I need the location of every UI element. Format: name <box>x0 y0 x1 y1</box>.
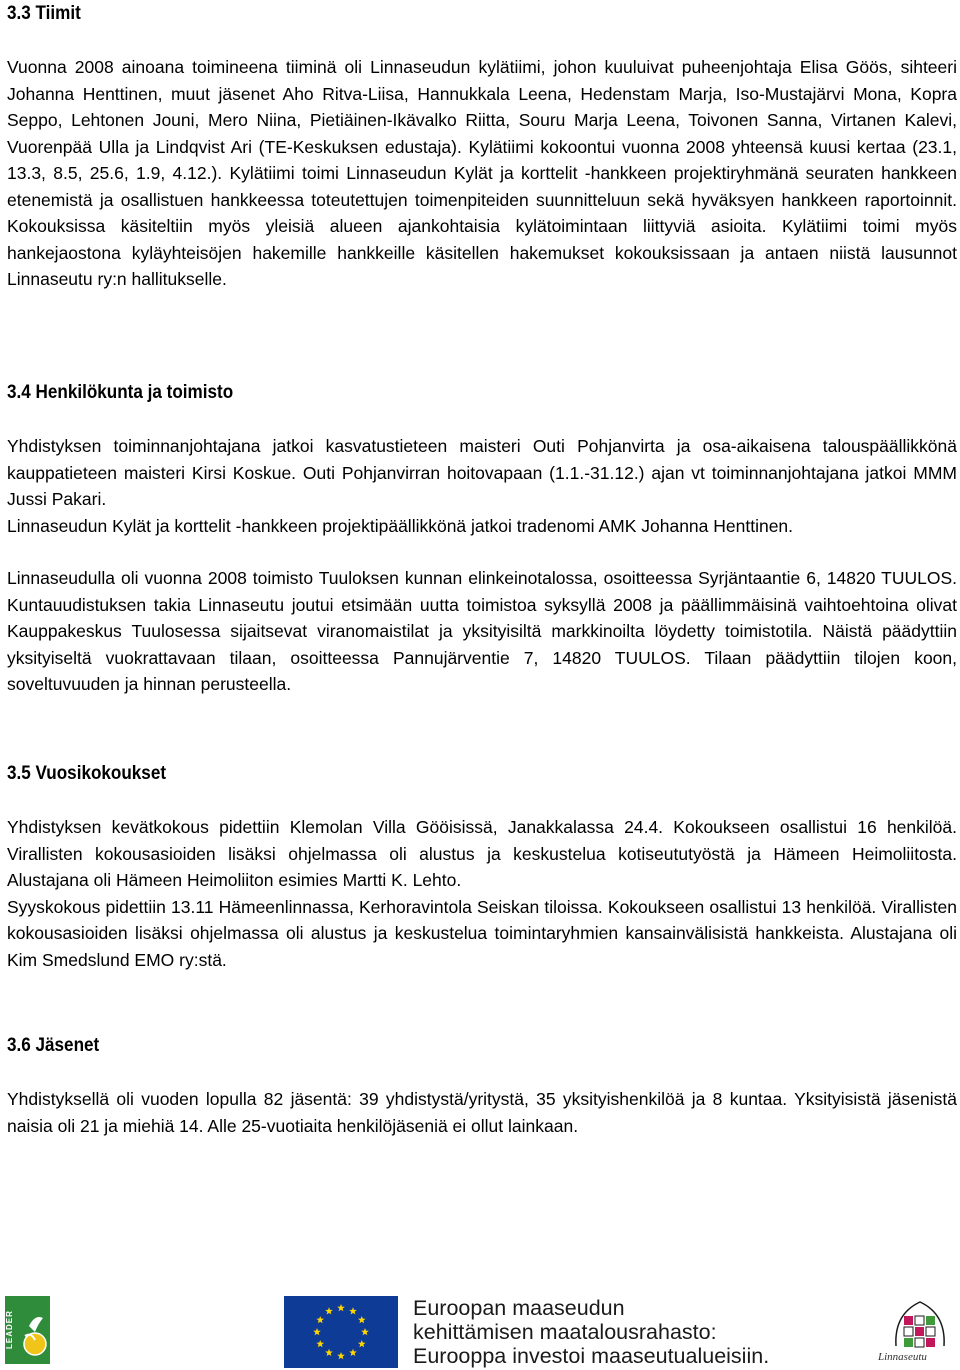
section-vuosikokoukset <box>7 762 957 973</box>
section-paragraph: Yhdistyksellä oli vuoden lopulla 82 jäsentä: 39 yhdistystä/yritystä, 35 yksityishenkilöä ja 8 kuntaa. Yksityisistä jäsenistä naisia oli 21 ja miehiä 14. Alle 25-vuotiaita henkilöjäseniä ei ollut lainkaan. <box>7 1089 957 1136</box>
eu-fund-text <box>413 1296 833 1368</box>
section-paragraph: Vuonna 2008 ainoana toimineena tiiminä oli Linnaseudun kylätiimi, johon kuuluivat puheenjohtaja Elisa Göös, sihteeri Johanna Henttinen, muut jäsenet Aho Ritva-Liisa, Hannukkala Leena, Hedenstam Marja, Iso-Mustajärvi Mona, Kopra Seppo, Lehtonen Jouni, Mero Niina, Pietiäinen-Ikävalko Riitta, Souru Marja Leena, Toivonen Sanna, Virtanen Kalevi, Vuorenpää Ulla ja Lindqvist Ari (TE-Keskuksen edustaja). Kylätiimi kokoontui vuonna 2008 yhteensä kuusi kertaa (23.1, 13.3, 8.5, 25.6, 1.9, 4.12.). Kylätiimi toimi Linnaseudun Kylät ja korttelit -hankkeen projektiryhmänä seuraten hankkeen etenemistä ja osallistuen hankkeessa toteutettujen toimenpiteiden suunnitteluun sekä hyväksyen hankkeen raportoinnit. Kokouksissa käsiteltiin myös yleisiä alueen ajankohtaisia kylätoimintaan liittyviä asioita. Kylätiimi toimi myös hankejaostona kyläyhteisöjen hakemille hankkeille käsitellen hakemukset kokouksissaan ja antaen niistä lausunnot Linnaseutu ry:n hallitukselle. <box>7 57 957 289</box>
linnaseutu-label: Linnaseutu <box>878 1351 927 1363</box>
section-henkilokunta <box>7 381 957 698</box>
leader-emblem-icon <box>5 1296 50 1364</box>
eu-fund-line: Eurooppa investoi maaseutualueisiin. <box>413 1344 770 1368</box>
footer-logos <box>0 1288 960 1370</box>
section-jasenet <box>7 1034 957 1139</box>
leader-label: LEADER <box>5 1310 14 1350</box>
leader-logo <box>5 1296 50 1364</box>
section-paragraph: Linnaseudulla oli vuonna 2008 toimisto Tuuloksen kunnan elinkeinotalossa, osoitteessa Syrjäntaantie 6, 14820 TUULOS. Kuntauudistuksen takia Linnaseutu joutui etsimään uutta toimistoa syksyllä 2008 ja päällimmäisinä vaihtoehtoina olivat Kauppakeskus Tuulosessa sijaitsevat viranomaistilat ja yksityisiltä markkinoilta löydetty toimistotila. Näistä päädyttiin yksityiseltä vuokrattavaan tilaan, osoitteessa Pannujärventie 7, 14820 TUULOS. Tilaan päädyttiin tilojen koon, soveltuvuuden ja hinnan perusteella. <box>7 568 957 694</box>
section-tiimit <box>7 2 957 293</box>
section-paragraph: Yhdistyksen toiminnanjohtajana jatkoi kasvatustieteen maisteri Outi Pohjanvirta ja osa-aikaisena talouspäällikkönä kauppatieteen maisteri Kirsi Koskue. Outi Pohjanvirran hoitovapaan (1.1.-31.12.) ajan vt toiminnanjohtajana jatkoi MMM Jussi Pakari. <box>7 436 957 509</box>
section-heading: 3.3 Tiimit <box>7 3 81 24</box>
section-paragraph: Syyskokous pidettiin 13.11 Hämeenlinnassa, Kerhoravintola Seiskan tiloissa. Kokoukseen osallistui 13 henkilöä. Virallisten kokousasioiden lisäksi ohjelmassa oli alustus ja keskustelua toimintaryhmien kansainvälisistä hankkeista. Alustajana oli Kim Smedslund EMO ry:stä. <box>7 896 957 970</box>
eu-fund-line: Euroopan maaseudun <box>413 1296 625 1320</box>
section-heading: 3.5 Vuosikokoukset <box>7 763 167 784</box>
section-heading: 3.4 Henkilökunta ja toimisto <box>7 382 234 403</box>
section-heading: 3.6 Jäsenet <box>7 1035 100 1056</box>
section-paragraph: Yhdistyksen kevätkokous pidettiin Klemolan Villa Gööisissä, Janakkalassa 24.4. Kokoukseen osallistui 16 henkilöä. Virallisten kokousasioiden lisäksi ohjelmassa oli alustus ja keskustelua kotiseututyöstä ja Hämeen Heimoliitosta. Alustajana oli Hämeen Heimoliiton esimies Martti K. Lehto. <box>7 817 957 890</box>
section-paragraph: Linnaseudun Kylät ja korttelit -hankkeen projektipäällikkönä jatkoi tradenomi AMK Johanna Henttinen. <box>7 515 794 536</box>
eu-fund-line: kehittämisen maatalousrahasto: <box>413 1320 717 1344</box>
eu-flag-icon <box>284 1296 398 1368</box>
